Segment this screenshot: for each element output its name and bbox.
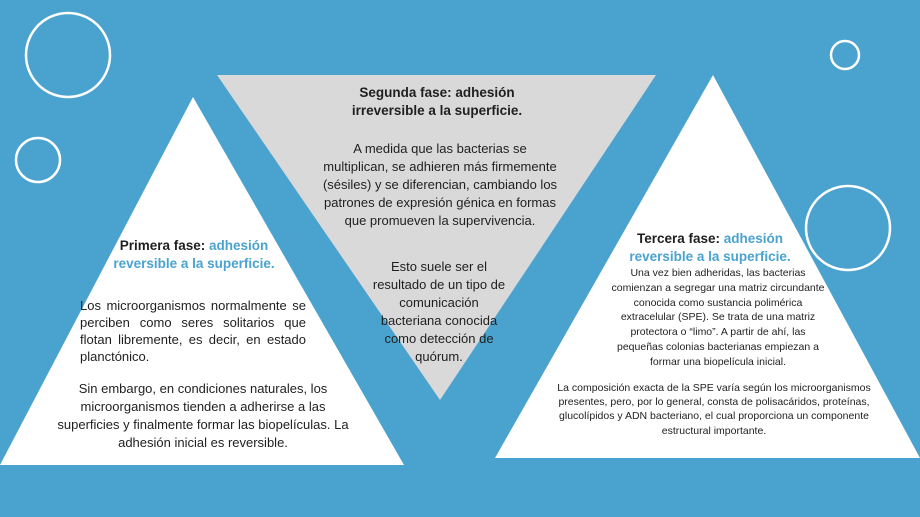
- phase1-paragraph1: Los microorganismos normalmente se perciben como seres solitarios que flotan libremente, es decir, en estado planctónico.: [80, 298, 306, 364]
- phase2-paragraph1: A medida que las bacterias se multiplican, se adhieren más firmemente (sésiles) y se diferencian, cambiando los patrones de expresión génica en formas que promueven la supervivencia.: [322, 141, 558, 228]
- phase1-paragraph2: Sin embargo, en condiciones naturales, los microorganismos tienden a adherirse a las superficies y finalmente formar las biopelículas. La adhesión inicial es reversible.: [57, 381, 349, 450]
- phase2-paragraph2: Esto suele ser el resultado de un tipo de comunicación bacteriana conocida como detección de quórum.: [372, 259, 506, 364]
- phase3-title-prefix: Tercera fase:: [636, 231, 724, 246]
- phase1-title-accent: adhesión reversible a la superficie.: [113, 238, 275, 271]
- decorative-circle-right: [806, 186, 890, 270]
- phase2-title: Segunda fase: adhesión irreversible a la superficie.: [351, 85, 523, 118]
- phase3-paragraph2: La composición exacta de la SPE varía según los microorganismos presentes, pero, por lo general, consta de polisacáridos, proteínas, glucolípidos y ADN bacteriano, el cual proporciona un componente estructural importante.: [557, 382, 871, 437]
- phase1-title: [104, 237, 284, 273]
- phase3-paragraph1: Una vez bien adheridas, las bacterias comienzan a segregar una matriz circundante conocida como sustancia polimérica extracelular (SPE). Se trata de una matriz protectora o “limo”. A partir de ahí, las pequeñas colonias bacterianas empiezan a formar una biopelícula inicial.: [611, 267, 825, 368]
- phase3-title: [610, 230, 810, 266]
- decorative-circle-large: [26, 13, 110, 97]
- phase3-title-accent: adhesión reversible a la superficie.: [629, 231, 791, 264]
- decorative-circle-small: [16, 138, 60, 182]
- bottom-band: [0, 478, 920, 517]
- phase1-title-prefix: Primera fase:: [119, 238, 210, 253]
- decorative-circle-top-right: [831, 41, 859, 69]
